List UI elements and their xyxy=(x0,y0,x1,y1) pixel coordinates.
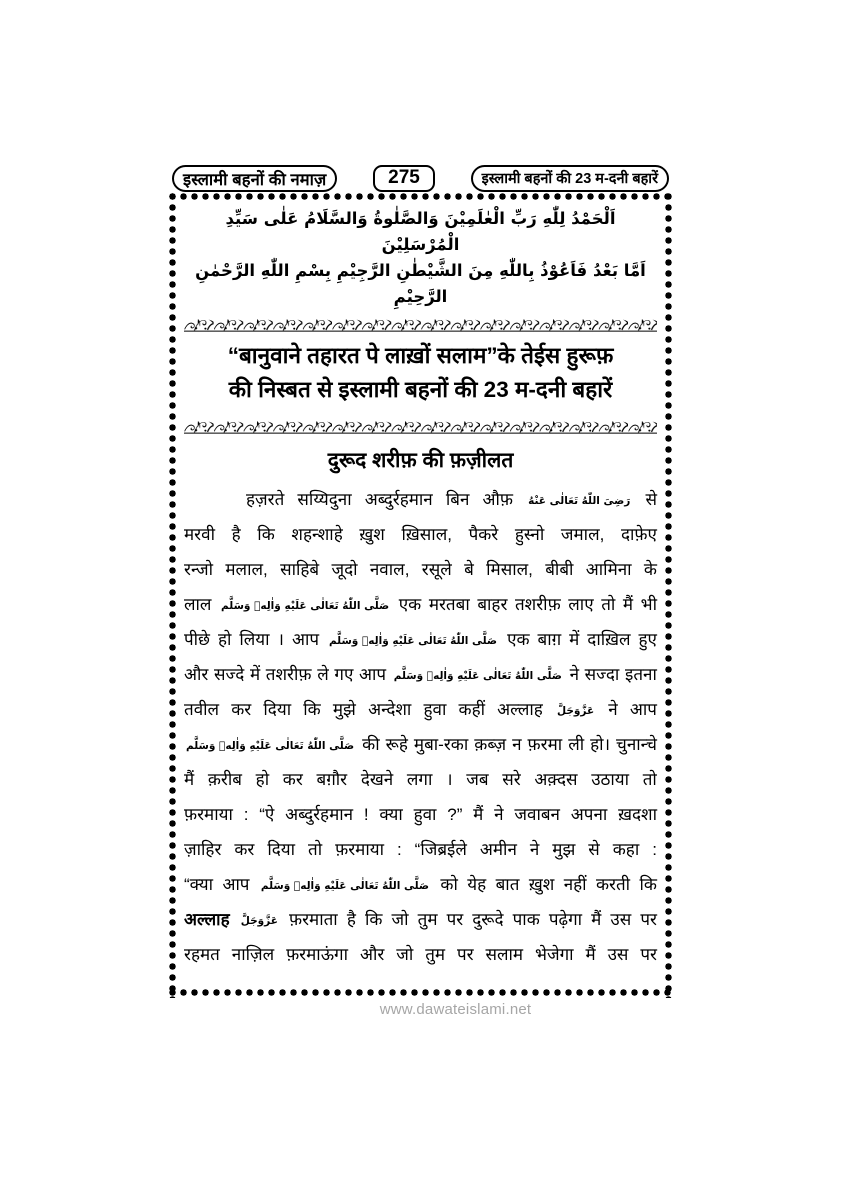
body-line xyxy=(184,657,657,692)
body-word: पर xyxy=(640,910,657,929)
body-line-content xyxy=(184,622,657,660)
body-line xyxy=(184,552,657,587)
arabic-honorific: صَلَّى اللّٰهُ تَعَالٰى عَلَيْهِ وَاٰلِهٖ وَسَلَّم xyxy=(221,600,390,612)
body-word: बे xyxy=(464,560,474,579)
body-word: पैकरे xyxy=(468,525,499,544)
body-word: आमिना xyxy=(585,560,632,579)
body-word: जो xyxy=(396,945,414,964)
body-word: कि xyxy=(364,910,383,929)
body-word: देखने xyxy=(360,770,394,789)
body-word: उस xyxy=(607,945,629,964)
body-word: हो xyxy=(217,630,232,649)
body-word: तो xyxy=(642,770,657,789)
body-word: ख़िसाल, xyxy=(401,525,452,544)
body-word: जमाल, xyxy=(560,525,605,544)
body-word: अन्देशा xyxy=(368,700,412,719)
body-line-content xyxy=(184,832,657,867)
body-word: मैं xyxy=(184,770,195,789)
body-word: ख़ुश xyxy=(359,525,385,544)
body-word: तुम xyxy=(417,910,438,929)
body-line xyxy=(184,797,657,832)
main-heading xyxy=(184,332,657,412)
body-line xyxy=(184,622,657,657)
body-word: अमीन xyxy=(479,840,517,859)
page-number: 275 xyxy=(373,165,435,192)
body-word: मैं xyxy=(473,805,484,824)
body-word: क्या xyxy=(379,805,403,824)
body-word: जो xyxy=(391,910,409,929)
body-word: हज़रते xyxy=(246,490,285,509)
body-word-bold: अल्लाह xyxy=(184,910,230,929)
body-word: ?” xyxy=(447,805,463,824)
body-word: रूहे xyxy=(385,735,408,754)
body-line xyxy=(184,832,657,867)
body-line xyxy=(184,727,657,762)
header-book-title-pill: इस्लामी बहनों की नमाज़ xyxy=(172,165,337,192)
body-line-content xyxy=(184,587,657,625)
body-word: सज्दे xyxy=(214,665,245,684)
body-word: न xyxy=(512,735,522,754)
body-word: एक xyxy=(398,595,422,614)
body-word: लाल xyxy=(184,595,212,614)
body-word: ख़ुश xyxy=(528,875,555,894)
body-word: दिया xyxy=(267,840,296,859)
body-line xyxy=(184,482,657,517)
body-word: फ़रमाऊंगा xyxy=(286,945,349,964)
body-word: हुस्नो xyxy=(514,525,545,544)
body-word: ख़दशा xyxy=(618,805,657,824)
body-word: और xyxy=(359,945,385,964)
body-line-content xyxy=(184,902,657,940)
body-word: : xyxy=(396,840,402,859)
body-word: सय्यिदुना xyxy=(297,490,352,509)
arabic-honorific: صَلَّى اللّٰهُ تَعَالٰى عَلَيْهِ وَاٰلِهٖ وَسَلَّم xyxy=(260,880,430,892)
body-word: दिया xyxy=(263,700,292,719)
body-word: “ऐ xyxy=(259,805,275,824)
body-word: गए xyxy=(334,665,354,684)
body-word: फ़रमाया xyxy=(184,805,233,824)
invocation-line-2: اَمَّا بَعْدُ فَاَعُوْذُ بِاللّٰهِ مِنَ الشَّيْطٰنِ الرَّجِيْمِ بِسْمِ اللّٰهِ الرَّحْمٰنِ الرَّحِيْمِ xyxy=(195,261,646,306)
body-word: ली xyxy=(568,735,585,754)
body-word: उठाया xyxy=(591,770,630,789)
body-word: लगा xyxy=(406,770,433,789)
body-word: । xyxy=(277,630,284,649)
body-word: साहिबे xyxy=(280,560,320,579)
body-word: अपना xyxy=(570,805,608,824)
body-word: बाग़ xyxy=(537,630,562,649)
body-word: पर xyxy=(640,945,657,964)
header-chapter-title-pill: इस्लामी बहनों की 23 म-दनी बहारें xyxy=(471,165,669,192)
body-word: ! xyxy=(363,805,369,824)
body-word: रन्जो xyxy=(184,560,214,579)
body-line xyxy=(184,867,657,902)
body-word: शहन्शाहे xyxy=(291,525,343,544)
body-line-content xyxy=(184,482,657,520)
body-word: ले xyxy=(317,665,329,684)
body-word: मैं xyxy=(585,945,596,964)
body-word: फ़रमा xyxy=(527,735,563,754)
footer-website-url: www.dawateislami.net xyxy=(379,1001,532,1018)
body-word: इतना xyxy=(625,665,657,684)
body-line xyxy=(184,937,657,972)
border-dots-left xyxy=(167,191,178,998)
body-word: कर xyxy=(231,700,252,719)
body-word: पीछे xyxy=(184,630,210,649)
body-word: तशरीफ़ xyxy=(514,595,561,614)
body-word: एक xyxy=(507,630,530,649)
body-word: में xyxy=(249,665,261,684)
body-word: औफ़ xyxy=(482,490,514,509)
body-word: हुवा xyxy=(423,700,447,719)
body-word: दाख़िल xyxy=(587,630,631,649)
body-word: “क्या xyxy=(184,875,214,894)
body-word: दाफ़ेए xyxy=(620,525,657,544)
body-word: तवील xyxy=(184,700,220,719)
body-word: बग़ौर xyxy=(316,770,348,789)
arabic-honorific: رَضِیَ اللّٰهُ تَعَالٰی عَنْهُ xyxy=(528,495,631,507)
body-word: अक़्दस xyxy=(534,770,578,789)
body-word: फ़रमाता xyxy=(288,910,338,929)
body-word: बाहर xyxy=(477,595,508,614)
body-line-content xyxy=(184,517,657,552)
body-word: पढ़ेगा xyxy=(548,910,583,929)
body-word: ने xyxy=(529,840,540,859)
body-word: और xyxy=(184,665,209,684)
body-word: अब्दुर्रहमान xyxy=(364,490,433,509)
body-word: कहा xyxy=(612,840,640,859)
body-word: मरवी xyxy=(184,525,215,544)
body-word: नाज़िल xyxy=(231,945,275,964)
body-word: कर xyxy=(234,840,255,859)
body-word: पर xyxy=(446,910,464,929)
body-word: की xyxy=(362,735,380,754)
body-word: फ़रमाया xyxy=(335,840,384,859)
body-line-content xyxy=(184,552,657,587)
main-heading-line-2: की निस्बत से इस्लामी बहनों की 23 म-दनी बहारें xyxy=(228,377,613,402)
body-word: भेजेगा xyxy=(535,945,574,964)
body-word: : xyxy=(652,840,657,859)
ornament-band-bottom xyxy=(184,419,657,434)
body-word: बात xyxy=(495,875,520,894)
body-word: मैं xyxy=(622,595,634,614)
arabic-honorific: عَزَّوَجَلَّ xyxy=(240,915,278,927)
body-word: मैं xyxy=(591,910,602,929)
body-word: जूदो xyxy=(331,560,358,579)
body-line-content xyxy=(184,727,657,765)
arabic-honorific: عَزَّوَجَلَّ xyxy=(556,705,595,717)
body-word: आप xyxy=(222,875,250,894)
body-line xyxy=(184,902,657,937)
body-word: येह xyxy=(467,875,487,894)
body-word: । xyxy=(446,770,453,789)
body-line xyxy=(184,762,657,797)
body-word: में xyxy=(569,630,580,649)
body-word: के xyxy=(643,560,657,579)
body-word: नहीं xyxy=(563,875,587,894)
body-word: से xyxy=(588,840,600,859)
body-word: कर xyxy=(282,770,303,789)
body-word: अब्दुर्रहमान xyxy=(285,805,354,824)
body-word: जब xyxy=(466,770,489,789)
arabic-honorific: صَلَّى اللّٰهُ تَعَالٰى عَلَيْهِ وَاٰلِهٖ وَسَلَّم xyxy=(186,740,355,752)
body-line xyxy=(184,517,657,552)
body-word: कि xyxy=(257,525,275,544)
body-word: बिन xyxy=(445,490,470,509)
body-word: मिसाल, xyxy=(486,560,533,579)
body-word: क़रीब xyxy=(207,770,242,789)
body-line-content xyxy=(184,657,657,695)
body-word: कि xyxy=(639,875,657,894)
body-word: जवाबन xyxy=(514,805,560,824)
body-word: ज़ाहिर xyxy=(184,840,222,859)
main-heading-line-1: “बानुवाने तहारत पे लाख़ों सलाम”के तेईस हुरूफ़ xyxy=(227,343,614,368)
body-word: तो xyxy=(308,840,323,859)
body-word: रहमत xyxy=(184,945,220,964)
body-word: बीबी xyxy=(545,560,574,579)
body-word: हो। xyxy=(590,735,611,754)
body-word: हुवा xyxy=(413,805,437,824)
body-word: से xyxy=(645,490,657,509)
body-word: कहीं xyxy=(458,700,486,719)
body-word: ने xyxy=(608,700,618,719)
body-word: तशरीफ़ xyxy=(265,665,312,684)
body-word: पर xyxy=(456,945,474,964)
body-word: कि xyxy=(303,700,321,719)
body-line-content xyxy=(184,867,657,905)
body-word: भी xyxy=(640,595,657,614)
body-word: : xyxy=(243,805,249,824)
body-line xyxy=(184,587,657,622)
body-word: को xyxy=(440,875,458,894)
body-word: हो xyxy=(255,770,270,789)
body-word: तो xyxy=(601,595,616,614)
body-word: मलाल, xyxy=(225,560,268,579)
body-word: अल्लाह xyxy=(497,700,543,719)
page-footer xyxy=(0,1001,841,1018)
body-word: चुनान्चे xyxy=(616,735,657,754)
body-text xyxy=(184,482,657,972)
body-word: तुम xyxy=(425,945,446,964)
invocation-line-1: اَلْحَمْدُ لِلّٰهِ رَبِّ الْعٰلَمِيْنَ وَالصَّلٰوةُ وَالسَّلَامُ عَلٰى سَيِّدِ الْمُرْسَلِيْنَ xyxy=(225,209,616,254)
body-word: है xyxy=(346,910,356,929)
body-word: ने xyxy=(569,665,579,684)
body-line-content xyxy=(184,762,657,797)
body-word: ने xyxy=(494,805,504,824)
body-word: है xyxy=(231,525,241,544)
body-word: पाक xyxy=(512,910,540,929)
body-word: रसूले xyxy=(421,560,452,579)
body-word: करती xyxy=(595,875,631,894)
body-word: हुए xyxy=(638,630,657,649)
body-word: मुझ xyxy=(552,840,576,859)
page-content xyxy=(178,196,663,993)
border-dots-right xyxy=(663,191,674,998)
body-word: लिया xyxy=(239,630,270,649)
body-word: आप xyxy=(629,700,657,719)
body-line-content xyxy=(184,937,657,972)
body-word: मरतबा xyxy=(428,595,470,614)
section-subheading: दुरूद शरीफ़ की फ़ज़ीलत xyxy=(327,449,514,472)
arabic-honorific: صَلَّى اللّٰهُ تَعَالٰى عَلَيْهِ وَاٰلِهٖ وَسَلَّم xyxy=(393,670,562,682)
body-line xyxy=(184,692,657,727)
body-word: उस xyxy=(610,910,632,929)
arabic-honorific: صَلَّى اللّٰهُ تَعَالٰى عَلَيْهِ وَاٰلِهٖ وَسَلَّم xyxy=(328,635,498,647)
body-word: मुझे xyxy=(332,700,356,719)
body-line-content xyxy=(184,797,657,832)
body-word: सज्दा xyxy=(584,665,620,684)
body-word: सलाम xyxy=(485,945,524,964)
arabic-invocation xyxy=(184,206,657,310)
ornament-band-top xyxy=(184,317,657,332)
body-word: सरे xyxy=(502,770,521,789)
body-word: नवाल, xyxy=(369,560,410,579)
body-word: क़ब्ज़ xyxy=(474,735,507,754)
body-word: मुबा-रका xyxy=(413,735,469,754)
body-word: दुरूदे xyxy=(472,910,504,929)
body-word: “जिब्रईले xyxy=(414,840,467,859)
body-word: लाए xyxy=(568,595,594,614)
body-line-content xyxy=(184,692,657,730)
body-word: आप xyxy=(359,665,387,684)
body-word: आप xyxy=(291,630,319,649)
